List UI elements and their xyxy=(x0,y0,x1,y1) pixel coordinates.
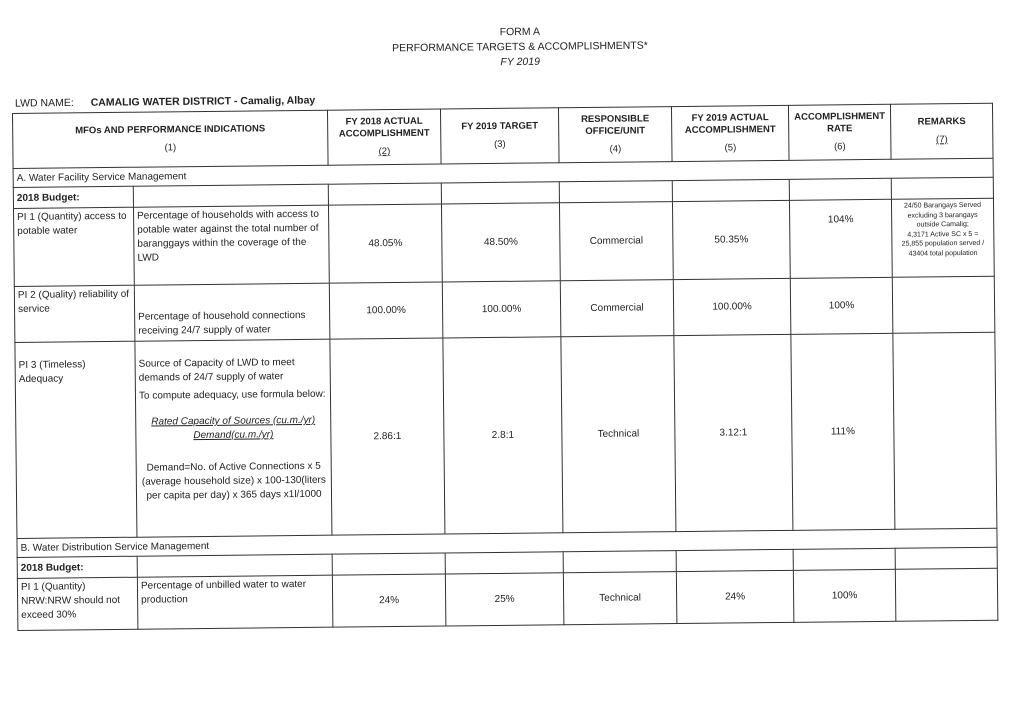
formula-denominator: Demand(cu.m./yr) xyxy=(193,429,274,442)
col-header-title: REMARKS xyxy=(917,116,966,128)
fy2018-value: 48.05% xyxy=(328,204,442,283)
remarks-cell xyxy=(895,568,998,621)
pi-line: Adequacy xyxy=(18,373,64,385)
actual-value: 50.35% xyxy=(672,200,790,279)
empty-cell xyxy=(891,177,993,199)
rate-value: 104% xyxy=(789,199,892,278)
empty-cell xyxy=(895,547,997,569)
remark-line: excluding 3 barangays xyxy=(907,211,978,220)
indicator-text: Percentage of household connections receiving 24/7 supply of water xyxy=(138,309,306,337)
indicator-description: Percentage of unbilled water to water production xyxy=(137,575,333,629)
col-header-num: (2) xyxy=(378,146,391,158)
empty-cell xyxy=(672,179,789,201)
budget-label: 2018 Budget: xyxy=(17,556,137,578)
col-header-title: MFOs AND PERFORMANCE INDICATIONS xyxy=(75,123,266,137)
empty-cell xyxy=(559,181,672,203)
pi-label: PI 1 (Quantity) access to potable water xyxy=(14,207,135,286)
empty-cell xyxy=(563,551,676,573)
rate-value: 100% xyxy=(793,569,896,622)
section-title: B. Water Distribution Service Management xyxy=(17,528,997,557)
pi-label: PI 2 (Quality) reliability of service xyxy=(14,285,135,342)
office-value: Technical xyxy=(561,336,676,533)
empty-cell xyxy=(676,549,793,571)
budget-label: 2018 Budget: xyxy=(13,186,133,208)
fy2018-value: 100.00% xyxy=(329,282,443,339)
remarks-cell xyxy=(892,276,995,333)
rate-value: 111% xyxy=(791,333,895,530)
lwd-name-label: LWD NAME: xyxy=(14,96,74,110)
col-header-title: RESPONSIBLE OFFICE/UNIT xyxy=(580,113,650,137)
formula-numerator: Rated Capacity of Sources (cu.m./yr) xyxy=(151,414,316,428)
fiscal-year: FY 2019 xyxy=(500,55,540,69)
target-value: 48.50% xyxy=(441,203,560,282)
remarks-cell xyxy=(891,198,994,277)
empty-cell xyxy=(133,184,328,207)
col-header-num: (6) xyxy=(834,141,846,153)
demand-formula: Demand=No. of Active Connections x 5 (average household size) x 100-130(liters per capita per day) x 365 days x1l/1000 xyxy=(141,460,326,502)
form-title: PERFORMANCE TARGETS & ACCOMPLISHMENTS* xyxy=(392,39,648,55)
empty-cell xyxy=(793,548,895,570)
actual-value: 100.00% xyxy=(673,278,791,335)
table-row xyxy=(14,276,995,342)
empty-cell xyxy=(332,553,445,575)
col-header-actual xyxy=(671,105,789,161)
empty-cell xyxy=(441,182,559,204)
col-header-num: (4) xyxy=(609,143,622,155)
indicator-text: To compute adequacy, use formula below: xyxy=(138,388,326,402)
col-header-num: (5) xyxy=(724,142,737,154)
indicator-description xyxy=(135,339,332,537)
remark-line: outside Camalig; xyxy=(916,220,969,229)
target-value: 25% xyxy=(445,573,564,626)
col-header-num: (7) xyxy=(935,134,948,146)
remark-line: 25,855 population served / xyxy=(901,239,985,248)
col-header-target xyxy=(440,108,559,164)
office-value: Technical xyxy=(563,572,677,625)
col-header-title: FY 2018 ACTUAL ACCOMPLISHMENT xyxy=(338,115,430,140)
remark-line: 24/50 Barangays Served xyxy=(903,201,982,210)
table-row xyxy=(15,332,997,538)
col-header-mfos xyxy=(13,110,329,168)
lwd-name-line xyxy=(15,94,315,109)
col-header-fy2018 xyxy=(327,109,441,165)
col-header-office xyxy=(558,107,672,163)
table-header-row xyxy=(13,103,994,168)
lwd-name-value: CAMALIG WATER DISTRICT - Camalig, Albay xyxy=(90,94,316,109)
remark-line: 4,3171 Active SC x 5 = xyxy=(907,230,979,239)
remark-line: 43404 total population xyxy=(908,249,978,258)
fy2018-value: 24% xyxy=(332,574,446,627)
col-header-title: FY 2019 TARGET xyxy=(461,120,539,133)
actual-value: 24% xyxy=(676,570,794,623)
empty-cell xyxy=(445,552,563,574)
col-header-title: FY 2019 ACTUAL ACCOMPLISHMENT xyxy=(684,112,776,136)
col-header-rate xyxy=(788,104,891,160)
actual-value: 3.12:1 xyxy=(674,334,793,531)
col-header-title: ACCOMPLISHMENT RATE xyxy=(794,110,886,135)
form-label: FORM A xyxy=(499,25,541,39)
indicator-description xyxy=(134,283,330,341)
fy2018-value: 2.86:1 xyxy=(330,338,445,535)
empty-cell xyxy=(137,554,332,577)
pi-line: PI 3 (Timeless) xyxy=(18,359,86,371)
remarks-cell xyxy=(893,332,997,529)
office-value: Commercial xyxy=(560,280,674,337)
target-value: 2.8:1 xyxy=(443,337,563,534)
form-header xyxy=(330,23,710,72)
target-value: 100.00% xyxy=(442,281,561,338)
office-value: Commercial xyxy=(559,202,673,281)
performance-table xyxy=(12,103,998,631)
empty-cell xyxy=(789,178,891,200)
table-row xyxy=(14,198,995,286)
col-header-remarks xyxy=(890,103,993,159)
col-header-num: (1) xyxy=(164,142,177,154)
empty-cell xyxy=(328,183,441,205)
section-title: A. Water Facility Service Management xyxy=(13,158,993,187)
col-header-num: (3) xyxy=(493,138,506,150)
indicator-description: Percentage of households with access to potable water against the total number of baranggays within the coverage of the LWD xyxy=(133,205,329,285)
pi-label: PI 1 (Quantity) NRW:NRW should not exceed 30% xyxy=(17,577,138,630)
pi-label xyxy=(15,341,137,538)
table-row xyxy=(17,568,997,630)
rate-value: 100% xyxy=(790,277,893,334)
indicator-text: Source of Capacity of LWD to meet demands of 24/7 supply of water xyxy=(138,357,295,384)
